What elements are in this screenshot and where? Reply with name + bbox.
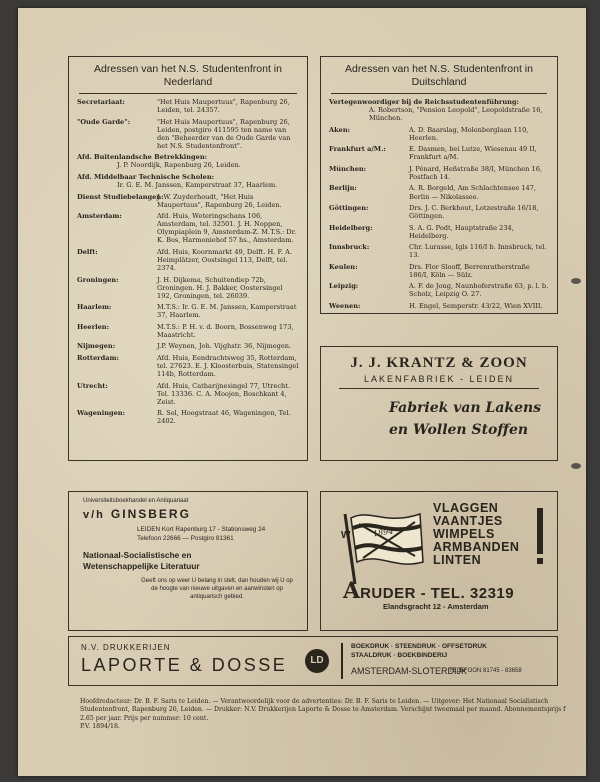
colophon <box>80 698 576 732</box>
address-value: Drs. Flor Slooff, Berrenratherstraße 186/I, Köln — Sülz. <box>409 262 530 279</box>
duitschland-addresses-box <box>320 56 558 314</box>
krantz-ad <box>320 346 558 461</box>
laporte-dosse-ad <box>68 636 558 686</box>
address-value: R. Sol, Hoogstraat 46, Wageningen, Tel. 2402. <box>157 409 291 426</box>
address-value: Afd. Huis, Weteringschans 106, Amsterdam, tel. 32501. J. H. Noppen, Olympiaplein 9, Amsterdam-Z. M.T.S.: Dr. K. Bos, Harmoniehof 57 hs., Amsterdam. <box>157 212 297 245</box>
address-entry <box>77 382 299 406</box>
address-entry <box>329 302 549 310</box>
address-label: Wageningen: <box>77 409 126 418</box>
address-label: Frankfurt a/M.: <box>329 145 386 154</box>
ruder-ad <box>320 491 558 631</box>
address-value: M.T.S.: P. H. v. d. Boorn, Bossenweg 173, Maastricht. <box>157 322 294 339</box>
address-entry <box>77 153 299 169</box>
ginsberg-ad <box>68 491 308 631</box>
ruder-name-tel: RUDER - TEL. 32319 <box>360 585 515 602</box>
address-value: A. D. Baarslag, Molenberglaan 110, Heerlen. <box>409 125 529 142</box>
address-label: Nijmegen: <box>77 342 116 351</box>
nederland-list <box>69 94 307 425</box>
address-entry <box>77 354 299 378</box>
punch-hole-top <box>571 278 581 284</box>
address-label: Aken: <box>329 125 351 134</box>
address-value: Afd. Huis, Koornmarkt 49, Delft. H. F. A. Heimplätzer, Oostsingel 113, Delft, tel. 2374. <box>157 247 293 273</box>
address-label: Keulen: <box>329 262 358 271</box>
duitschland-title: Adressen van het N.S. Studentenfront in Duitschland <box>331 57 547 94</box>
ginsberg-name: GINSBERG <box>110 507 191 521</box>
address-label: "Oude Garde": <box>77 117 131 126</box>
address-entry <box>77 409 299 425</box>
address-entry <box>329 243 549 259</box>
duitschland-list <box>321 94 557 310</box>
address-value: S. A. G. Podt, Hauptstraße 234, Heidelberg. <box>409 223 514 240</box>
address-entry <box>77 303 299 319</box>
address-label: Vertegenwoordiger bij de Reichsstudentenführung: <box>329 98 519 106</box>
nederland-title: Adressen van het N.S. Studentenfront in Nederland <box>79 57 297 94</box>
address-value: A. F. de Jong, Naunhoferstraße 63, p. l. b. Scholz, Leipzig O. 27. <box>409 282 549 299</box>
ruder-address: Elandsgracht 12 - Amsterdam <box>383 602 489 611</box>
address-value: A. R. Borgeld, Am Schlachtensee 147, Berlin — Nikolassee. <box>409 184 537 201</box>
laporte-name: LAPORTE & DOSSE <box>81 655 288 675</box>
address-entry <box>329 145 549 161</box>
ruder-a-mark: A <box>343 578 361 604</box>
address-label: Delft: <box>77 247 98 256</box>
ruder-vlaggen: VLAGGEN <box>433 501 499 515</box>
laporte-small: N.V. DRUKKERIJEN <box>81 643 171 652</box>
address-entry <box>77 118 299 150</box>
address-label: Afd. Middelbaar Technische Scholen: <box>77 172 215 181</box>
address-value: Ir. G. E. M. Janssen, Kamperstraat 37, Haarlem. <box>117 181 278 190</box>
address-label: Berlijn: <box>329 184 357 193</box>
colophon-pv: P.V. 1894/18. <box>80 723 120 731</box>
ginsberg-phone: Telefoon 22666 — Postgiro 81361 <box>137 535 234 542</box>
address-value: J. W. Zuyderhoudt, "Het Huis Maupertuus", Rapenburg 26, Leiden. <box>157 192 282 209</box>
address-entry <box>77 212 299 244</box>
laporte-services-2: STAALDRUK · BOEKBINDERIJ <box>351 652 448 659</box>
address-entry <box>77 193 299 209</box>
address-entry <box>77 173 299 189</box>
ginsberg-body: Geeft ons op weer U belang in stelt, dan houden wij U op de hoogte van nieuwe uitgaven en aanwinsten op antiquarisch gebied. <box>141 578 293 600</box>
krantz-subtitle: LAKENFABRIEK - LEIDEN <box>363 374 515 384</box>
address-entry <box>329 184 549 200</box>
address-label: Heidelberg: <box>329 223 373 232</box>
address-value: J.P. Weynen, Joh. Vijghstr. 36, Nijmegen. <box>157 342 292 351</box>
exclamation-dot <box>537 558 543 564</box>
address-value: "Het Huis Maupertuus", Rapenburg 26, Leiden, postgiro 411595 ten name van den "Beheerder van de Oude Garde van het N.S. Studentenfront". <box>157 117 291 150</box>
address-label: Afd. Buitenlandsche Betrekkingen: <box>77 153 208 162</box>
address-value: Chr. Lurasse, Igls 116/I b. Innsbruck, tel. 13. <box>409 243 547 260</box>
exclamation-mark <box>537 508 543 554</box>
address-value: M.T.S.: Ir. G. E. M. Janssen, Kamperstraat 37, Haarlem. <box>157 303 297 320</box>
newspaper-page <box>18 8 586 776</box>
address-label: Heerlen: <box>77 322 110 331</box>
ginsberg-vh: v/h <box>83 509 105 521</box>
ruder-armbanden: ARMBANDEN <box>433 540 520 554</box>
address-entry <box>329 204 549 220</box>
address-label: Dienst Studiebelangen: <box>77 192 164 201</box>
ruder-wimpels: WIMPELS <box>433 527 495 541</box>
address-label: Weenen: <box>329 301 361 310</box>
laporte-telephone: TELEFOON 81745 - 83658 <box>449 668 522 674</box>
laporte-divider <box>341 643 343 679</box>
address-label: Groningen: <box>77 275 119 284</box>
address-value: Afd. Huis, Eendrachtsweg 35, Rotterdam, tel. 27623. E. J. Kloosterbuis, Statensingel 114b, Rotterdam. <box>157 353 299 379</box>
address-entry <box>329 263 549 279</box>
krantz-script-line-2: en Wollen Stoffen <box>389 422 529 438</box>
address-entry <box>77 276 299 300</box>
address-value: Drs. J. C. Berkhout, Lotzestraße 16/18, Göttingen. <box>409 203 539 221</box>
ginsberg-heading-1: Nationaal-Socialistische en <box>83 550 192 560</box>
ruder-w-mark: W <box>341 530 351 541</box>
address-label: Innsbruck: <box>329 243 370 252</box>
address-value: A. Robertson, "Pension Leopold", Leopoldstraße 16, München. <box>369 106 543 123</box>
address-label: München: <box>329 164 367 173</box>
address-entry <box>329 282 549 298</box>
punch-hole-bottom <box>571 463 581 469</box>
address-entry <box>329 126 549 142</box>
ginsberg-heading-2: Wetenschappelijke Literatuur <box>83 561 200 571</box>
address-value: E. Dasmen, bei Lutze, Wiesenau 49 II, Frankfurt a/M. <box>409 145 537 162</box>
address-value: J. Pénard, Heßstraße 38/I, München 16, Postfach 14. <box>409 164 543 181</box>
laporte-place: AMSTERDAM-SLOTERDIJK <box>351 666 468 676</box>
address-label: Secretariaat: <box>77 98 125 106</box>
flag-year: 1894 <box>372 526 394 539</box>
address-entry <box>77 323 299 339</box>
address-label: Leipzig: <box>329 282 359 291</box>
krantz-name: J. J. KRANTZ & ZOON <box>350 355 528 371</box>
krantz-script-line-1: Fabriek van Lakens <box>389 400 542 416</box>
laporte-services-1: BOEKDRUK · STEENDRUK · OFFSETDRUK <box>351 643 487 650</box>
address-label: Amsterdam: <box>77 212 122 221</box>
address-value: "Het Huis Maupertuus", Rapenburg 26, Leiden, tel. 24357. <box>157 98 290 115</box>
address-label: Göttingen: <box>329 203 369 212</box>
address-entry <box>329 165 549 181</box>
address-label: Haarlem: <box>77 303 112 312</box>
ruder-vaantjes: VAANTJES <box>433 514 503 528</box>
ruder-linten: LINTEN <box>433 553 482 567</box>
ginsberg-address: LEIDEN Kort Rapenburg 17 - Stationsweg 24 <box>137 526 266 533</box>
address-entry <box>329 98 549 122</box>
address-entry <box>77 98 299 114</box>
ld-logo-icon: LD <box>305 649 329 673</box>
address-value: H. Engel, Semperstr. 43/22, Wien XVIII. <box>409 301 543 310</box>
address-value: Afd. Huis, Catharijnesingel 77, Utrecht. Tel. 13336. C. A. Moojen, Boschkant 4, Zeist. <box>157 381 291 406</box>
address-label: Rotterdam: <box>77 353 119 362</box>
krantz-divider <box>339 388 539 389</box>
colophon-text: Hoofdredacteur: Dr. B. F. Saris te Leiden. — Verantwoordelijk voor de advertenties: Dr. B. F. Saris te Leiden. — Uitgever: Het Nationaal Socialistisch Studentenfront, Rapenburg 26, Leiden. — Drukker: N.V. Drukkerijen Laporte & Dosse te Amsterdam. Verschijnt tweemaal per maand. Abonnementsprijs f 2.65 per jaar. Prijs per nummer: 10 cent. <box>80 698 566 722</box>
address-entry <box>77 342 299 350</box>
address-value: J. H. Dijkema, Schuitendiep 72b, Groningen. H. J. Bakker, Oostersingel 192, Groningen, tel. 26039. <box>157 275 283 300</box>
address-label: Utrecht: <box>77 381 108 390</box>
address-entry <box>77 248 299 272</box>
address-entry <box>329 224 549 240</box>
address-value: J. P. Noordijk, Rapenburg 26, Leiden. <box>117 161 241 170</box>
nederland-addresses-box <box>68 56 308 461</box>
ginsberg-small-caption: Universiteitsboekhandel en Antiquariaat <box>83 498 189 504</box>
